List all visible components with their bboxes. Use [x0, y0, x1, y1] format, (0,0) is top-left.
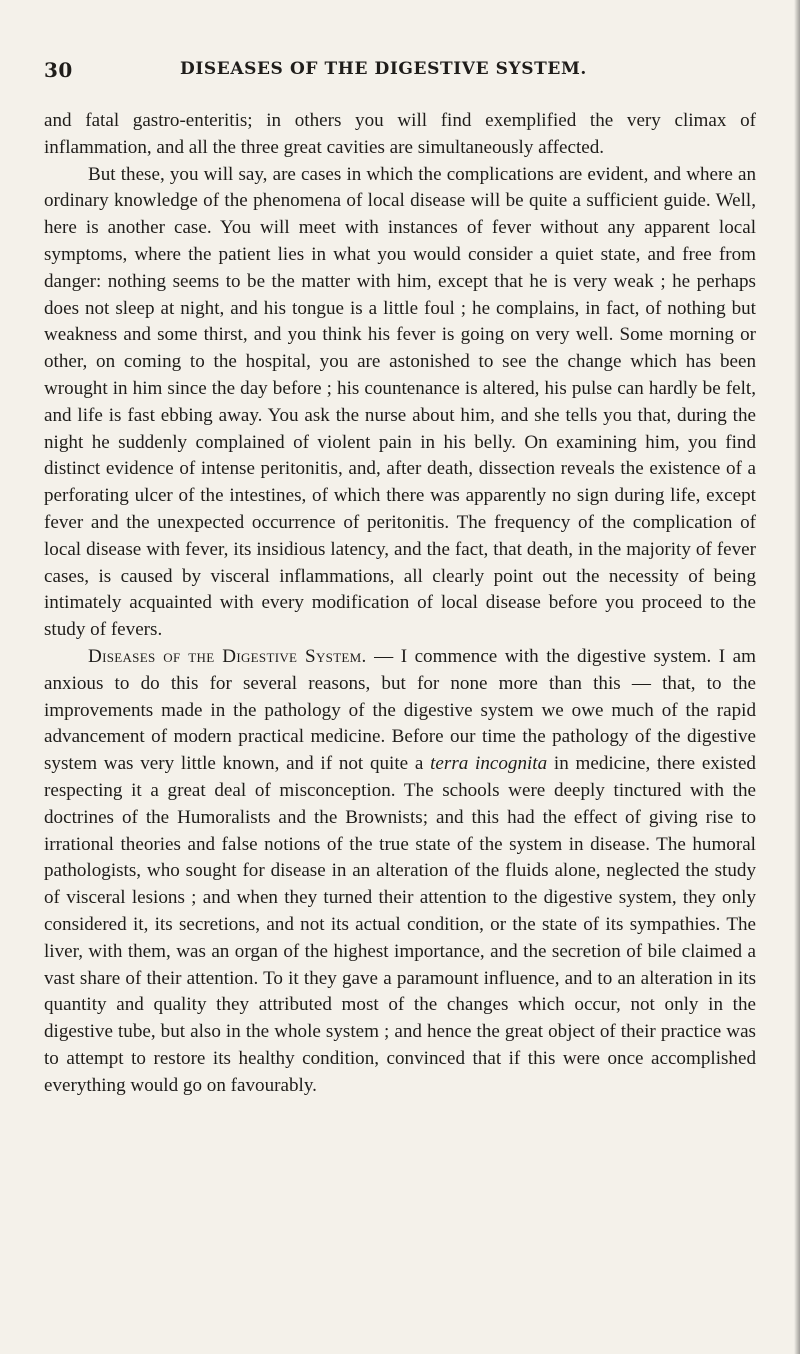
paragraph-3-text-a: — I commence with the digestive system. I am anxious to do this for several reasons, but for none more than this — that, to the improvements made in the pathology of the digestive system we owe much of the rapid advancement of modern practical medicine. Before our time the pathology of the digestive system was very little known, and if not quite a: [44, 645, 756, 775]
italic-phrase: terra incognita: [430, 753, 548, 775]
page-edge-shadow: [794, 0, 800, 1354]
paragraph-3-text-b: in medicine, there existed respecting it a great deal of misconception. The schools were deeply tinctured with the doctrines of the Humoralists and the Brownists; and this had the effect of giving rise to irrational theories and false notions of the true state of the system in disease. The humoral pathologists, who sought for disease in an alteration of the fluids alone, neglected the study of visceral lesions ; and when they turned their attention to the digestive system, they only considered it, its secretions, and not its actual condition, or the state of its sympathies. The liver, with them, was an organ of the highest importance, and the secretion of bile claimed a vast share of their attention. To it they gave a paramount influence, and to an alteration in its quantity and quality they attributed most of the changes which occur, not only in the digestive tube, but also in the whole system ; and hence the great object of their practice was to attempt to restore its healthy condition, convinced that if this were once accomplished everything would go on favourably.: [44, 753, 756, 1096]
page-number: 30: [44, 58, 73, 82]
section-heading: Diseases of the Digestive System.: [88, 645, 367, 667]
running-title: DISEASES OF THE DIGESTIVE SYSTEM.: [180, 59, 587, 79]
paragraph-3: [44, 644, 756, 1100]
paragraph-1: and fatal gastro-enteritis; in others you will find exemplified the very climax of inflammation, and all the three great cavities are simultaneously affected.: [44, 110, 756, 158]
paragraph-2: But these, you will say, are cases in which the complications are evident, and where an ordinary knowledge of the phenomena of local disease will be quite a sufficient guide. Well, here is another case. You will meet with instances of fever without any apparent local symptoms, where the patient lies in what you would consider a quiet state, and free from danger: nothing seems to be the matter with him, except that he is very weak ; he perhaps does not sleep at night, and his tongue is a little foul ; he complains, in fact, of nothing but weakness and some thirst, and you think his fever is going on very well. Some morning or other, on coming to the hospital, you are astonished to see the change which has been wrought in him since the day before ; his countenance is altered, his pulse can hardly be felt, and life is fast ebbing away. You ask the nurse about him, and she tells you that, during the night he suddenly complained of violent pain in his belly. On examining him, you find distinct evidence of intense peritonitis, and, after death, dissection reveals the existence of a perforating ulcer of the intestines, of which there was apparently no sign during life, except fever and the unexpected occurrence of peritonitis. The frequency of the complication of local disease with fever, its insidious latency, and the fact, that death, in the majority of fever cases, is caused by visceral inflammations, all clearly point out the necessity of being intimately acquainted with every modification of local disease before you proceed to the study of fevers.: [44, 163, 756, 641]
body-text: [44, 108, 756, 1099]
running-head: [44, 58, 756, 84]
